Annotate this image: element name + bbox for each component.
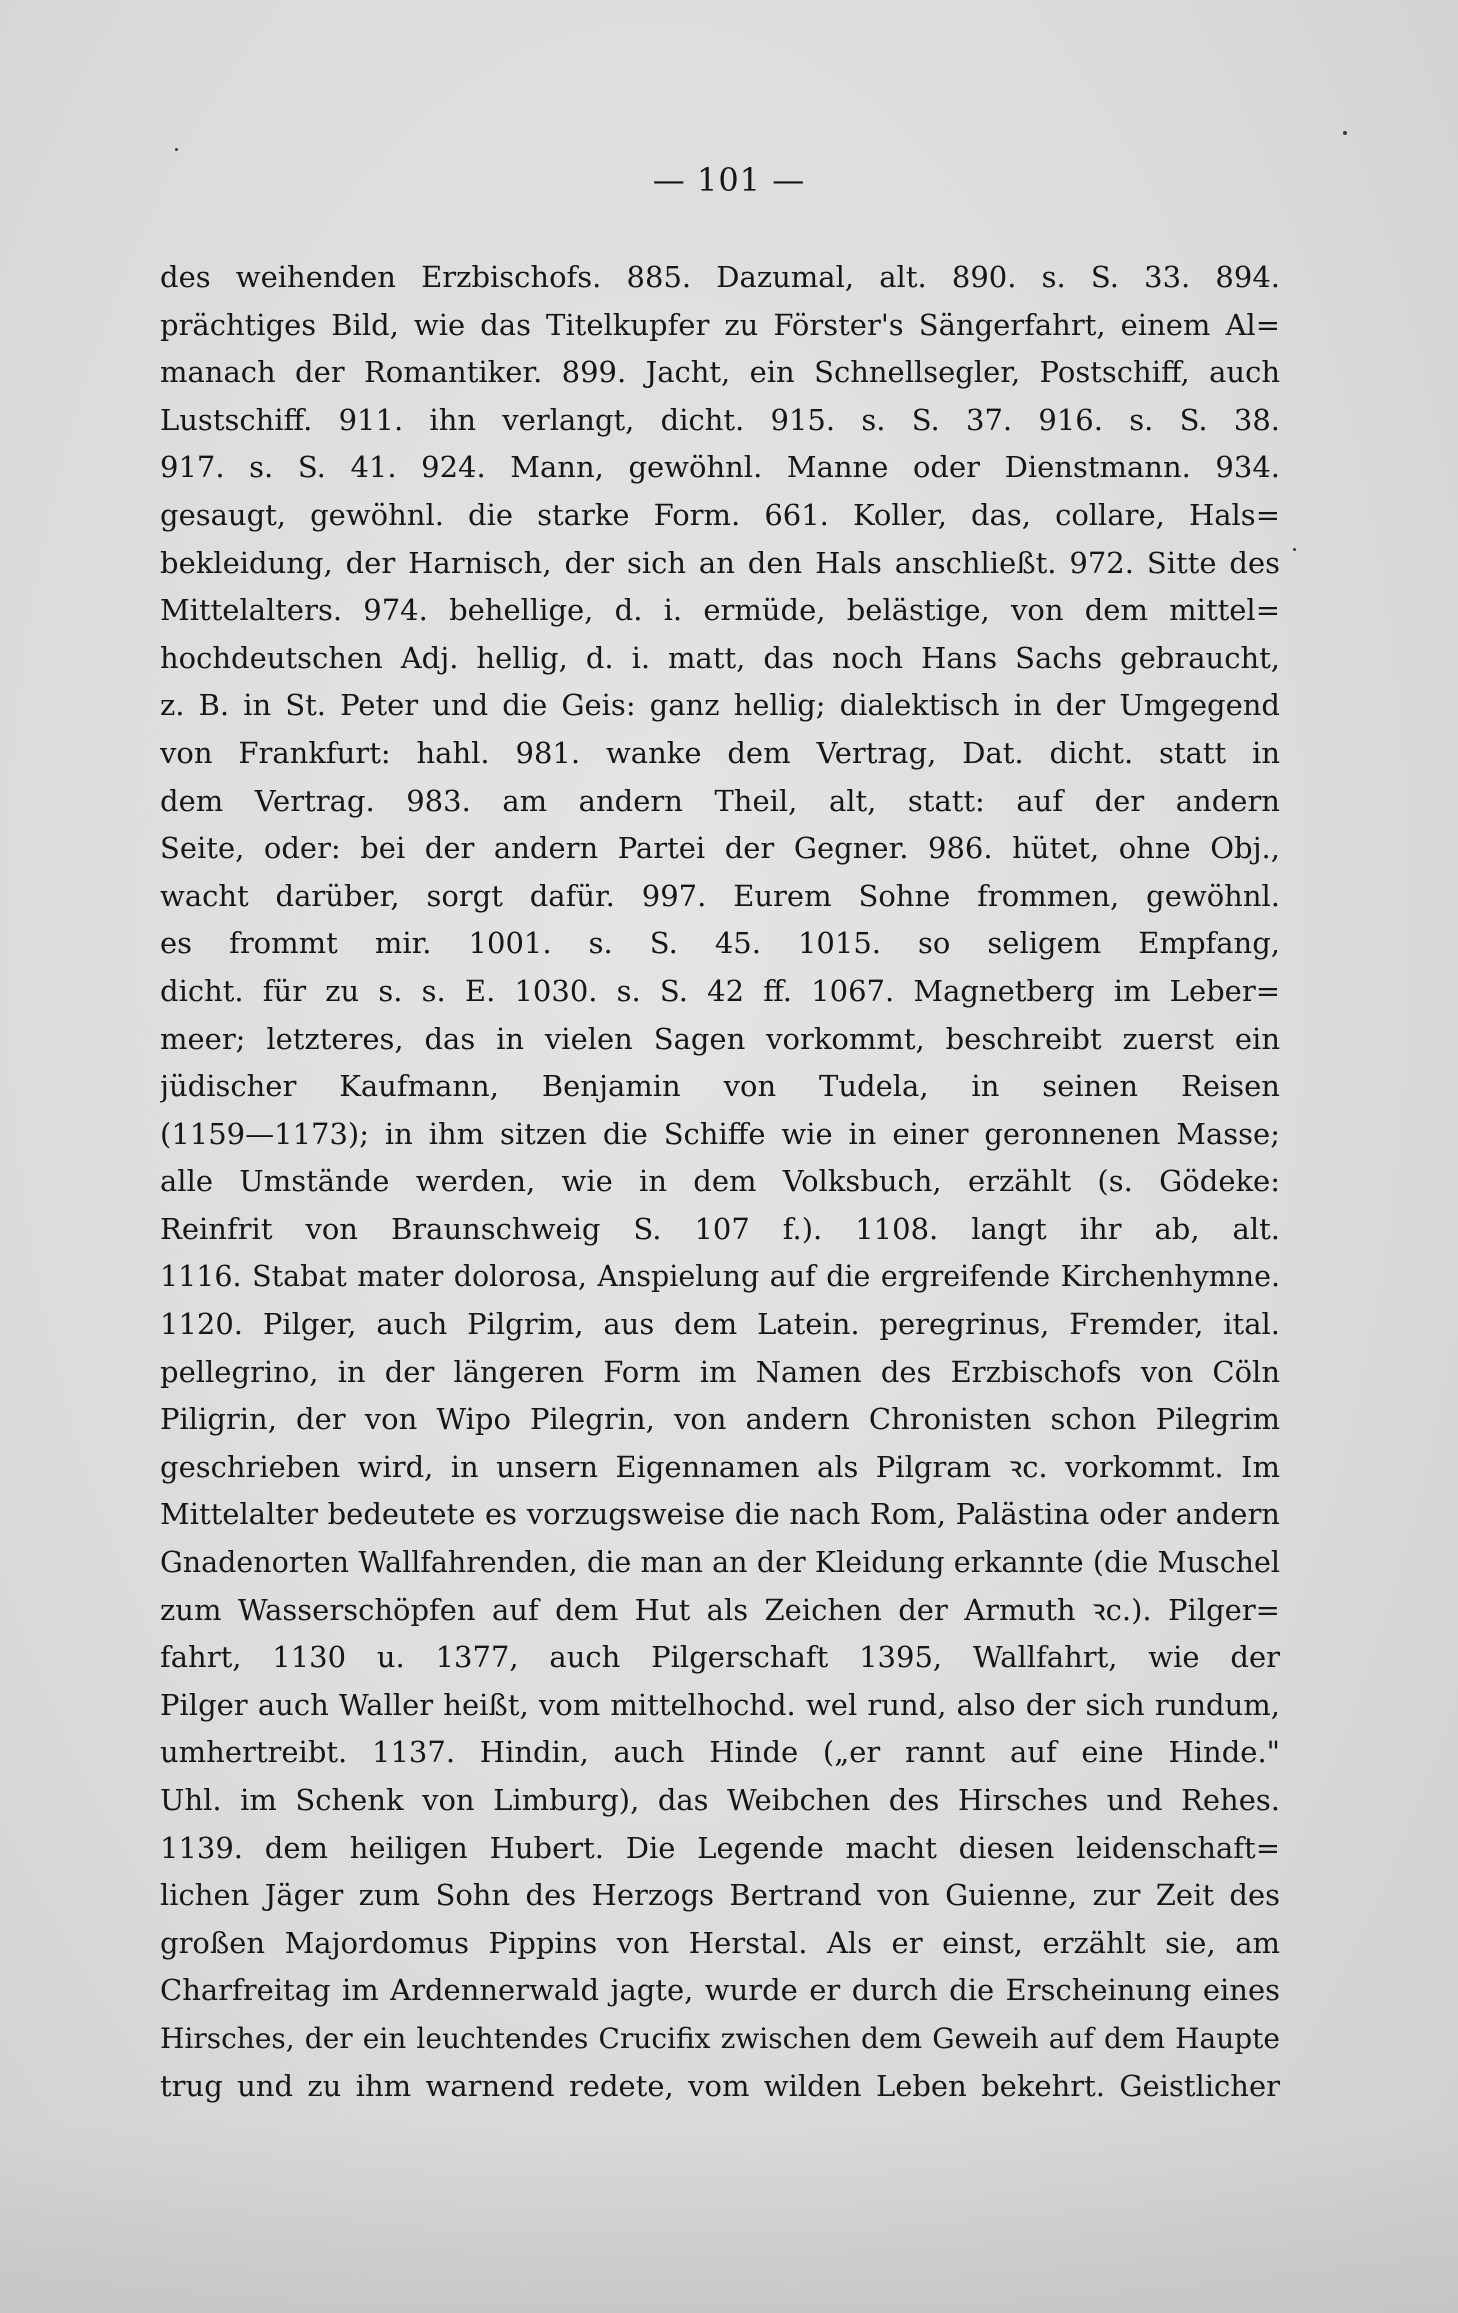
- text-line: 1139. dem heiligen Hubert. Die Legende macht diesen leidenschaft=: [160, 1830, 1280, 1865]
- text-line: Lustschiff. 911. ihn verlangt, dicht. 915. s. S. 37. 916. s. S. 38.: [160, 402, 1280, 437]
- page-shadow: [0, 2120, 1458, 2313]
- text-line: Gnadenorten Wallfahrenden, die man an der Kleidung erkannte (die Muschel: [160, 1546, 1280, 1580]
- text-line: Pilger auch Waller heißt, vom mittelhochd. wel rund, also der sich rundum,: [160, 1687, 1280, 1722]
- page-number: — 101 —: [652, 161, 806, 199]
- text-line: Hirsches, der ein leuchtendes Crucifix zwischen dem Geweih auf dem Haupte: [160, 2021, 1280, 2055]
- ink-speck: [175, 148, 178, 151]
- text-line: dem Vertrag. 983. am andern Theil, alt, statt: auf der andern: [160, 783, 1280, 818]
- text-line: von Frankfurt: hahl. 981. wanke dem Vertrag, Dat. dicht. statt in: [160, 735, 1280, 770]
- text-line: Uhl. im Schenk von Limburg), das Weibchen des Hirsches und Rehes.: [160, 1783, 1280, 1817]
- text-line: (1159—1173); in ihm sitzen die Schiffe wie in einer geronnenen Masse;: [160, 1116, 1280, 1151]
- text-line: bekleidung, der Harnisch, der sich an den Hals anschließt. 972. Sitte des: [160, 545, 1280, 580]
- text-line: Seite, oder: bei der andern Partei der Gegner. 986. hütet, ohne Obj.,: [160, 831, 1280, 866]
- text-line: Mittelalter bedeutete es vorzugsweise die nach Rom, Palästina oder andern: [160, 1497, 1280, 1532]
- text-line: 917. s. S. 41. 924. Mann, gewöhnl. Manne oder Dienstmann. 934.: [160, 450, 1280, 485]
- text-line: großen Majordomus Pippins von Herstal. Als er einst, erzählt sie, am: [160, 1925, 1280, 1960]
- body-text: [160, 254, 1280, 2110]
- text-line: Charfreitag im Ardennerwald jagte, wurde er durch die Erscheinung eines: [160, 1973, 1280, 2008]
- text-line: fahrt, 1130 u. 1377, auch Pilgerschaft 1395, Wallfahrt, wie der: [160, 1640, 1280, 1675]
- text-line: z. B. in St. Peter und die Geis: ganz hellig; dialektisch in der Umgegend: [160, 688, 1280, 723]
- text-line: prächtiges Bild, wie das Titelkupfer zu Förster's Sängerfahrt, einem Al=: [160, 307, 1280, 342]
- text-line: geschrieben wird, in unsern Eigennamen als Pilgram ꝛc. vorkommt. Im: [160, 1449, 1280, 1484]
- text-line: pellegrino, in der längeren Form im Namen des Erzbischofs von Cöln: [160, 1354, 1280, 1389]
- ink-speck: [1343, 131, 1347, 135]
- text-line: manach der Romantiker. 899. Jacht, ein Schnellsegler, Postschiff, auch: [160, 355, 1280, 390]
- text-line: Mittelalters. 974. behellige, d. i. ermüde, belästige, von dem mittel=: [160, 593, 1280, 628]
- ink-speck: [1293, 548, 1296, 551]
- text-line: wacht darüber, sorgt dafür. 997. Eurem Sohne frommen, gewöhnl.: [160, 878, 1280, 913]
- text-line: hochdeutschen Adj. hellig, d. i. matt, das noch Hans Sachs gebraucht,: [160, 640, 1280, 675]
- text-line: umhertreibt. 1137. Hindin, auch Hinde („er rannt auf eine Hinde.": [160, 1735, 1280, 1770]
- text-line: gesaugt, gewöhnl. die starke Form. 661. Koller, das, collare, Hals=: [160, 497, 1280, 532]
- text-line: trug und zu ihm warnend redete, vom wilden Leben bekehrt. Geistlicher: [160, 2068, 1280, 2103]
- text-line: dicht. für zu s. s. E. 1030. s. S. 42 ff. 1067. Magnetberg im Leber=: [160, 973, 1280, 1008]
- text-line: es frommt mir. 1001. s. S. 45. 1015. so seligem Empfang,: [160, 926, 1280, 961]
- text-line: lichen Jäger zum Sohn des Herzogs Bertrand von Guienne, zur Zeit des: [160, 1878, 1280, 1913]
- text-line: 1120. Pilger, auch Pilgrim, aus dem Latein. peregrinus, Fremder, ital.: [160, 1307, 1280, 1342]
- text-line: 1116. Stabat mater dolorosa, Anspielung auf die ergreifende Kirchenhymne.: [160, 1260, 1280, 1294]
- text-line: Reinfrit von Braunschweig S. 107 f.). 1108. langt ihr ab, alt.: [160, 1211, 1280, 1246]
- text-line: des weihenden Erzbischofs. 885. Dazumal, alt. 890. s. S. 33. 894.: [160, 260, 1280, 294]
- text-line: alle Umstände werden, wie in dem Volksbuch, erzählt (s. Gödeke:: [160, 1164, 1280, 1199]
- text-line: zum Wasserschöpfen auf dem Hut als Zeichen der Armuth ꝛc.). Pilger=: [160, 1592, 1280, 1627]
- text-line: meer; letzteres, das in vielen Sagen vorkommt, beschreibt zuerst ein: [160, 1021, 1280, 1056]
- text-line: jüdischer Kaufmann, Benjamin von Tudela, in seinen Reisen: [160, 1069, 1280, 1104]
- text-line: Piligrin, der von Wipo Pilegrin, von andern Chronisten schon Pilegrim: [160, 1402, 1280, 1437]
